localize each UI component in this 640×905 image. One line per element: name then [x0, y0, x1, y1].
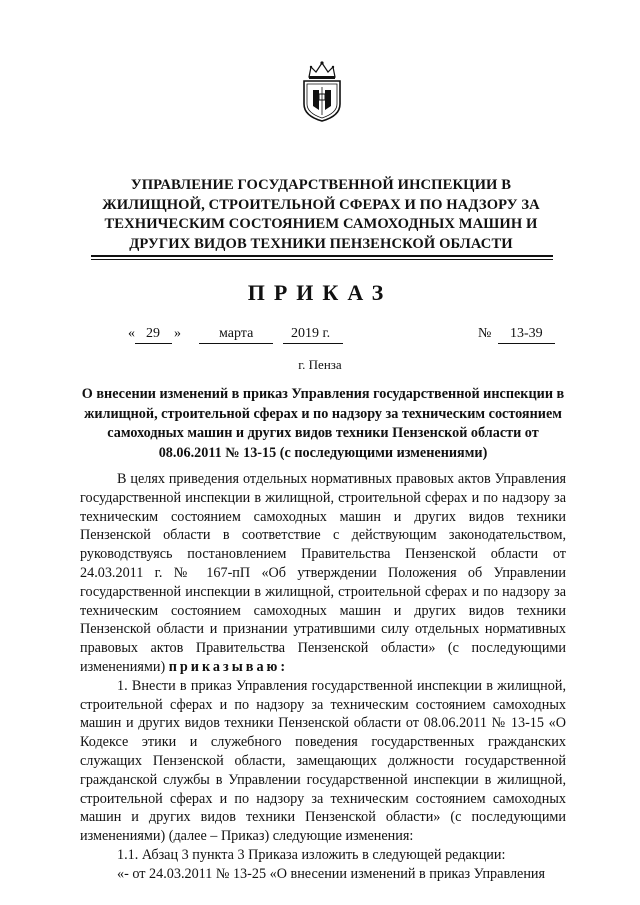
date-year: 2019 г.	[291, 326, 331, 341]
preamble-paragraph	[80, 470, 566, 677]
order-word: приказываю:	[168, 658, 289, 675]
date-month-underline	[199, 343, 273, 344]
header-divider-thin	[91, 259, 553, 260]
date-open-quote: «	[128, 326, 135, 341]
date-month: марта	[219, 326, 254, 341]
penza-coat-of-arms-icon	[299, 60, 345, 122]
number-sign: №	[478, 326, 492, 341]
document-body	[80, 470, 566, 884]
date-day: 29	[146, 326, 160, 341]
date-day-underline	[135, 343, 172, 344]
order-number: 13-39	[510, 326, 543, 341]
item-1-1-paragraph: 1.1. Абзац 3 пункта 3 Приказа изложить в следующей редакции:	[117, 846, 506, 863]
city: г. Пенза	[298, 357, 342, 372]
document-type-title: ПРИКАЗ	[247, 280, 393, 305]
order-subject: О внесении изменений в приказ Управления государственной инспекции в жилищной, строительной сферах и по надзору за техническим состоянием самоходных машин и других видов техники Пензенской области от 08.06.2011 № 13-15 (с последующими изменениями)	[81, 386, 565, 461]
item-1-paragraph: 1. Внести в приказ Управления государственной инспекции в жилищной, строительной сферах и по надзору за техническим состоянием самоходных машин и других видов техники Пензенской области от 08.06.2011 № 13-15 «О Кодексе этики и служебного поведения государственных гражданских служащих Пензенской области, замещающих должности государственной гражданской службы в Управлении государственной инспекции в жилищной, строительной сферах и по надзору за техническим состоянием самоходных машин и других видов техники Пензенской области» (с последующими изменениями) (далее – Приказ) следующие изменения:	[80, 677, 566, 845]
preamble-text: В целях приведения отдельных нормативных правовых актов Управления государственной инспекции в жилищной, строительной сферах и по надзору за техническим состоянием самоходных машин и других видов техники Пензенской области в соответствие с действующим законодательством, руководствуясь постановлением Правительства Пензенской области от 24.03.2011 г. № 167-пП «Об утверждении Положения об Управлении государственной инспекции в жилищной, строительной сферах и по надзору за техническим состоянием самоходных машин и других видов техники Пензенской области и признании утратившими силу отдельных нормативных правовых актов Правительства Пензенской области» (с последующими изменениями)	[80, 471, 566, 675]
header-divider	[91, 255, 553, 257]
date-close-quote: »	[174, 326, 181, 341]
date-number-line	[0, 326, 640, 346]
quote-start-paragraph: «- от 24.03.2011 № 13-25 «О внесении изменений в приказ Управления	[117, 865, 546, 882]
agency-name: УПРАВЛЕНИЕ ГОСУДАРСТВЕННОЙ ИНСПЕКЦИИ В ЖИЛИЩНОЙ, СТРОИТЕЛЬНОЙ СФЕРАХ И ПО НАДЗОРУ ЗА ТЕХНИЧЕСКИМ СОСТОЯНИЕМ САМОХОДНЫХ МАШИН И ДРУГИХ ВИДОВ ТЕХНИКИ ПЕНЗЕНСКОЙ ОБЛАСТИ	[102, 177, 540, 252]
number-underline	[498, 343, 555, 344]
date-year-underline	[283, 343, 343, 344]
